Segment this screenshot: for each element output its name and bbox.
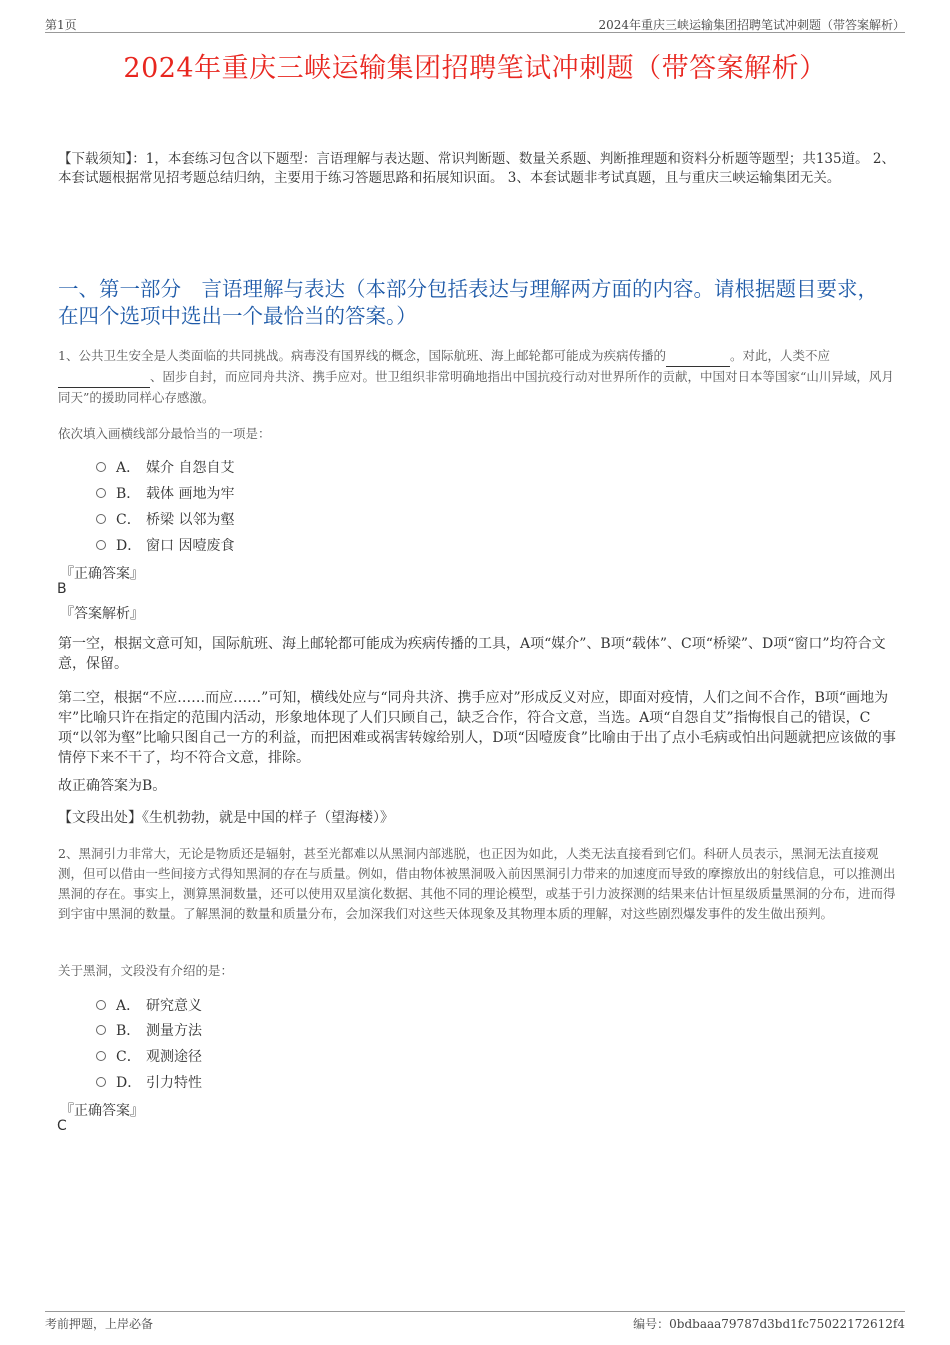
blank-1 [666, 346, 730, 367]
blank-2 [58, 367, 150, 388]
q1-answer-label: 『正确答案』 [60, 566, 144, 582]
question-1-prompt: 依次填入画横线部分最恰当的一项是： [58, 426, 271, 441]
question-2-prompt: 关于黑洞，文段没有介绍的是： [58, 963, 234, 978]
question-2-text: 2、黑洞引力非常大，无论是物质还是辐射，甚至光都难以从黑洞内部逃脱，也正因为如此，人类无法直接看到它们。科研人员表示，黑洞无法直接观测，但可以借由一些间接方式得知黑洞的存在与质量。例如，借由物体被黑洞吸入前因黑洞引力带来的加速度而导致的摩擦放出的射线信息，可以推测出黑洞的存在。事实上，测算黑洞数量，还可以使用双星演化数据、其他不同的理论模型，或基于引力波探测的结果来估计恒星级质量黑洞的分布，进而得到宇宙中黑洞的数量。了解黑洞的数量和质量分布，会加深我们对这些天体现象及其物理本质的理解，对这些剧烈爆发事件的发生做出预判。 [58, 846, 896, 921]
footer-serial: 编号：0bdbaaa79787d3bd1fc75022172612f4 [633, 1317, 905, 1331]
q2-option-d[interactable]: D． 引力特性 [96, 1072, 202, 1092]
q2-answer: C [57, 1118, 67, 1134]
radio-icon[interactable] [96, 1077, 106, 1087]
question-1-text: 1、公共卫生安全是人类面临的共同挑战。病毒没有国界线的概念，国际航班、海上邮轮都可能成为疾病传播的 。对此，人类不应 、固步自封，而应同舟共济、携手应对。世卫组织非常明确地指出中国抗疫行动对世界所作的贡献，中国对日本等国家“山川异域，风月同天”的援助同样心存感激。 [58, 348, 894, 405]
radio-icon[interactable] [96, 514, 106, 524]
document-title: 2024年重庆三峡运输集团招聘笔试冲刺题（带答案解析） [123, 53, 827, 84]
q1-option-a[interactable]: A． 媒介 自怨自艾 [96, 457, 234, 477]
q1-source: 【文段出处】《生机勃勃，就是中国的样子（望海楼）》 [58, 810, 394, 826]
q2-answer-label: 『正确答案』 [60, 1103, 144, 1119]
q1-analysis-label: 『答案解析』 [60, 606, 144, 622]
radio-icon[interactable] [96, 462, 106, 472]
footer-slogan: 考前押题，上岸必备 [45, 1317, 154, 1331]
radio-icon[interactable] [96, 1025, 106, 1035]
q1-analysis-para-2: 第二空，根据“不应……而应……”可知，横线处应与“同舟共济、携手应对”形成反义对应，即面对疫情，人们之间不合作，B项“画地为牢”比喻只许在指定的范围内活动，形象地体现了人们只顾自己，缺乏合作，符合文意，当选。A项“自怨自艾”指悔恨自己的错误，C项“以邻为壑”比喻只图自己一方的利益，而把困难或祸害转嫁给别人，D项“因噎废食”比喻由于出了点小毛病或怕出问题就把应该做的事情停下来不干了，均不符合文意，排除。 [58, 690, 896, 766]
q2-option-b[interactable]: B． 测量方法 [96, 1020, 202, 1040]
download-notice: 【下载须知】：1，本套练习包含以下题型：言语理解与表达题、常识判断题、数量关系题、判断推理题和资料分析题等题型；共135道。 2、本套试题根据常见招考题总结归纳，主要用于练习答题思路和拓展知识面。 3、本套试题非考试真题，且与重庆三峡运输集团无关。 [58, 151, 895, 186]
q1-analysis-para-3: 故正确答案为B。 [58, 778, 167, 794]
q2-option-a[interactable]: A． 研究意义 [96, 995, 202, 1015]
header-doc-title: 2024年重庆三峡运输集团招聘笔试冲刺题（带答案解析） [598, 18, 905, 32]
section-heading: 一、第一部分 言语理解与表达（本部分包括表达与理解两方面的内容。请根据题目要求，在四个选项中选出一个最恰当的答案。） [58, 277, 878, 328]
q2-option-c[interactable]: C． 观测途径 [96, 1046, 202, 1066]
radio-icon[interactable] [96, 1000, 106, 1010]
page-footer [45, 1311, 905, 1334]
page-number: 第1页 [45, 18, 77, 32]
q1-answer: B [57, 581, 67, 597]
q1-analysis-para-1: 第一空，根据文意可知，国际航班、海上邮轮都可能成为疾病传播的工具，A项“媒介”、B项“载体”、C项“桥梁”、D项“窗口”均符合文意，保留。 [58, 636, 886, 672]
radio-icon[interactable] [96, 1051, 106, 1061]
page-header [45, 14, 905, 33]
radio-icon[interactable] [96, 540, 106, 550]
q1-option-c[interactable]: C． 桥梁 以邻为壑 [96, 509, 234, 529]
q1-option-d[interactable]: D． 窗口 因噎废食 [96, 535, 234, 555]
radio-icon[interactable] [96, 488, 106, 498]
q1-option-b[interactable]: B． 载体 画地为牢 [96, 483, 234, 503]
